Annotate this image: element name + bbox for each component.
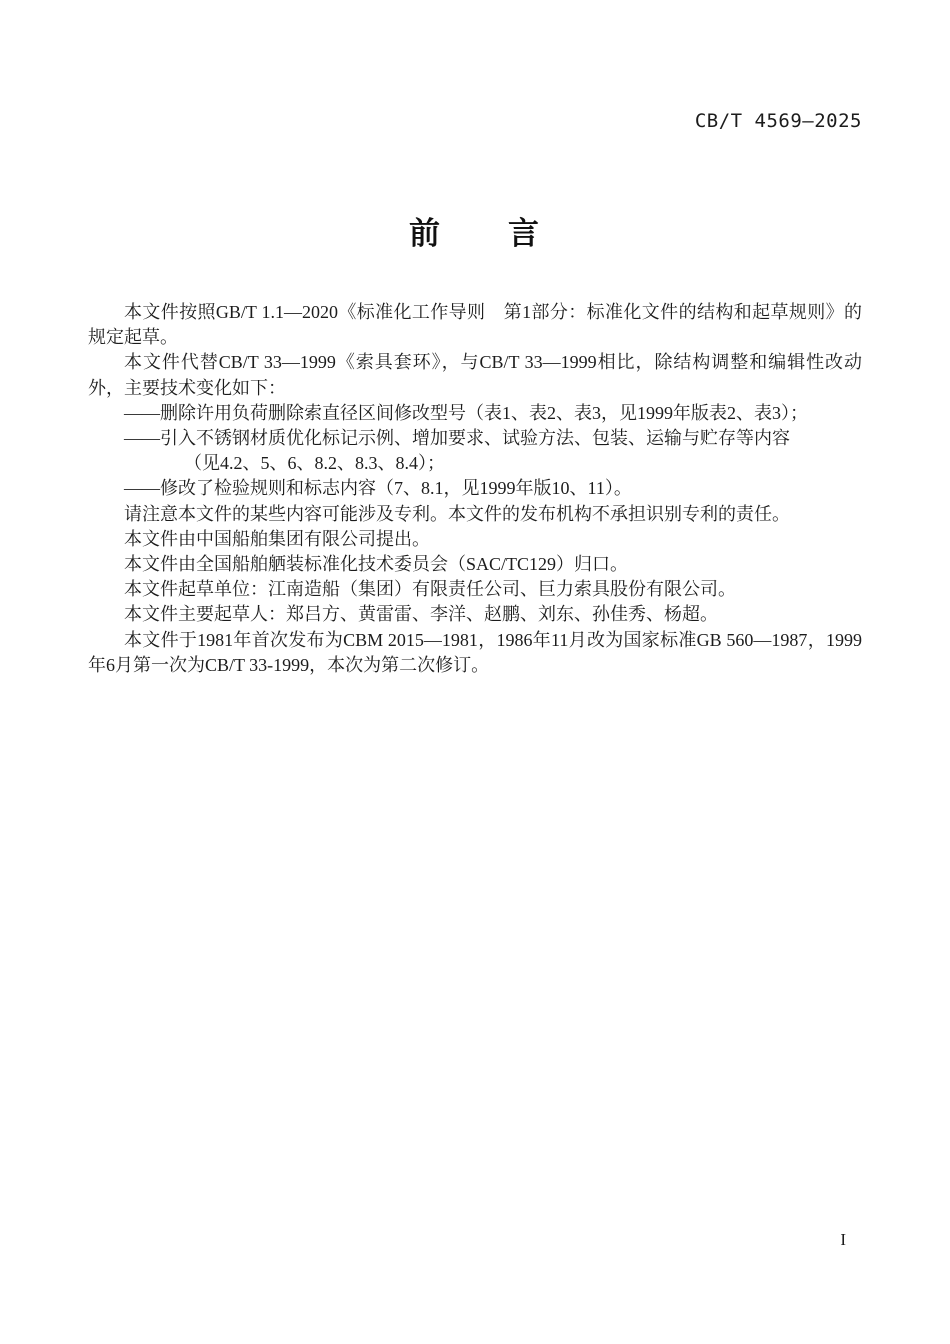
change-item-1: ——删除许用负荷删除索直径区间修改型号（表1、表2、表3，见1999年版表2、表3）；	[124, 402, 808, 423]
paragraph-drafting-basis: 本文件按照GB/T 1.1—2020《标准化工作导则 第1部分：标准化文件的结构和起草规则》的规定起草。	[88, 302, 862, 348]
paragraph-replacement-note: 本文件代替CB/T 33—1999《索具套环》，与CB/T 33—1999相比，除结构调整和编辑性改动外，主要技术变化如下：	[88, 352, 862, 398]
change-item-2-continuation: （见4.2、5、6、8.2、8.3、8.4）；	[184, 453, 445, 474]
paragraph-committee: 本文件由全国船舶舾装标准化技术委员会（SAC/TC129）归口。	[124, 554, 629, 575]
foreword-body	[88, 300, 862, 678]
paragraph-proposer: 本文件由中国船舶集团有限公司提出。	[124, 528, 430, 549]
change-item-2: ——引入不锈钢材质优化标记示例、增加要求、试验方法、包装、运输与贮存等内容	[124, 428, 790, 449]
standard-number: CB/T 4569—2025	[694, 110, 862, 132]
page-number: I	[840, 1230, 846, 1249]
paragraph-revision-history: 本文件于1981年首次发布为CBM 2015—1981，1986年11月改为国家标准GB 560—1987，1999年6月第一次为CB/T 33-1999，本次为第二次修订。	[88, 629, 862, 675]
paragraph-drafting-organizations: 本文件起草单位：江南造船（集团）有限责任公司、巨力索具股份有限公司。	[124, 579, 736, 600]
change-item-3: ——修改了检验规则和标志内容（7、8.1，见1999年版10、11）。	[124, 478, 632, 499]
paragraph-patent-notice: 请注意本文件的某些内容可能涉及专利。本文件的发布机构不承担识别专利的责任。	[124, 503, 790, 524]
paragraph-drafters: 本文件主要起草人：郑吕方、黄雷雷、李洋、赵鹏、刘东、孙佳秀、杨超。	[124, 604, 718, 625]
foreword-title: 前 言	[409, 216, 541, 251]
